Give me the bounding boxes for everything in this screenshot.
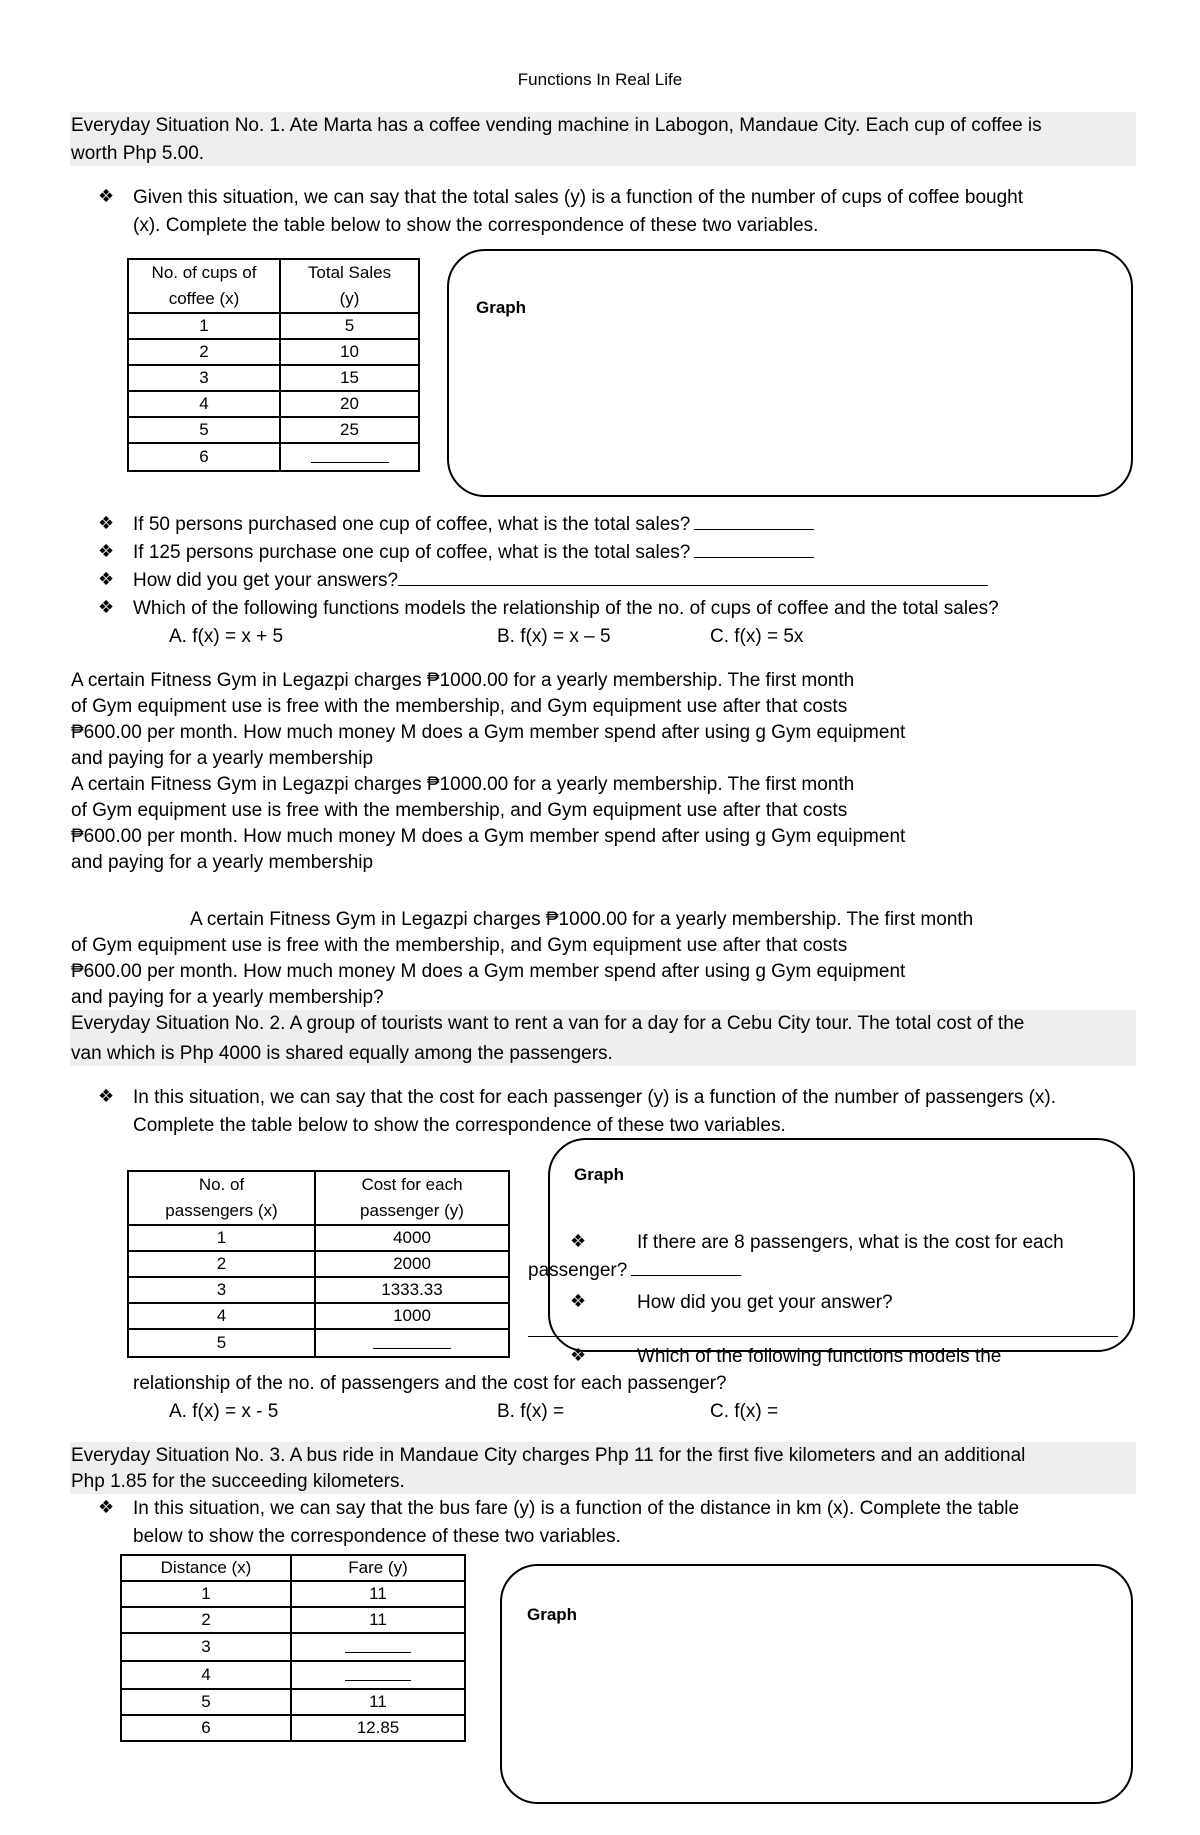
gym2-line3: ₱600.00 per month. How much money M does a Gym member spend after using g Gym equipment bbox=[71, 826, 906, 847]
gym2-line1: A certain Fitness Gym in Legazpi charges ₱1000.00 for a yearly membership. The first month bbox=[71, 774, 855, 795]
situation1-q3: How did you get your answers? bbox=[133, 570, 399, 591]
table-header-x: No. of bbox=[198, 1175, 245, 1194]
graph-label: Graph bbox=[527, 1605, 578, 1624]
table-header-y-line2: (y) bbox=[339, 289, 360, 308]
table-row bbox=[128, 1277, 509, 1303]
graph-box[interactable] bbox=[447, 249, 1133, 497]
situation2-q3-part1: Which of the following functions models the bbox=[637, 1346, 1002, 1367]
bullet-icon: ❖ bbox=[570, 1345, 587, 1365]
cell-y: 11 bbox=[291, 1607, 465, 1633]
situation1-heading-line1: Everyday Situation No. 1. Ate Marta has a coffee vending machine in Labogon, Mandaue City. Each cup of coffee is bbox=[71, 115, 1042, 136]
gym3-line4: and paying for a yearly membership? bbox=[71, 987, 384, 1008]
cell-y: 2000 bbox=[315, 1251, 509, 1277]
bullet-icon: ❖ bbox=[98, 1086, 115, 1106]
situation1-given-line1: Given this situation, we can say that the total sales (y) is a function of the number of cups of coffee bought bbox=[133, 187, 1023, 208]
cell-y: 12.85 bbox=[291, 1715, 465, 1741]
choice-b: B. f(x) = x – 5 bbox=[497, 626, 611, 647]
bullet-icon: ❖ bbox=[570, 1291, 587, 1311]
table-row bbox=[128, 365, 419, 391]
cell-x: 4 bbox=[128, 1303, 315, 1329]
cell-y: 10 bbox=[280, 339, 419, 365]
situation2-heading-line1: Everyday Situation No. 2. A group of tourists want to rent a van for a day for a Cebu City tour. The total cost of the bbox=[71, 1013, 1025, 1034]
answer-line[interactable] bbox=[528, 1336, 1118, 1337]
bullet-icon: ❖ bbox=[98, 541, 115, 561]
cell-y: 20 bbox=[280, 391, 419, 417]
cell-y: 1000 bbox=[315, 1303, 509, 1329]
answer-blank[interactable] bbox=[373, 1330, 451, 1349]
cell-x: 2 bbox=[128, 1251, 315, 1277]
table-header-x-line2: coffee (x) bbox=[168, 289, 240, 308]
gym2-line2: of Gym equipment use is free with the membership, and Gym equipment use after that costs bbox=[71, 800, 848, 821]
situation1-q1: If 50 persons purchased one cup of coffee, what is the total sales? bbox=[133, 514, 691, 535]
cell-x: 2 bbox=[121, 1607, 291, 1633]
cell-x: 1 bbox=[128, 313, 280, 339]
gym1-line3: ₱600.00 per month. How much money M does a Gym member spend after using g Gym equipment bbox=[71, 722, 906, 743]
table-row bbox=[121, 1715, 465, 1741]
cell-x: 3 bbox=[128, 365, 280, 391]
situation3-given-line2: below to show the correspondence of these two variables. bbox=[133, 1526, 621, 1547]
table-row bbox=[121, 1661, 465, 1689]
cell-x: 4 bbox=[121, 1661, 291, 1689]
bullet-icon: ❖ bbox=[98, 1497, 115, 1517]
table-row bbox=[128, 417, 419, 443]
choice-c: C. f(x) = bbox=[710, 1401, 779, 1422]
cell-x: 6 bbox=[128, 443, 280, 471]
situation3-table bbox=[120, 1554, 466, 1742]
situation2-given-line2: Complete the table below to show the correspondence of these two variables. bbox=[133, 1115, 786, 1136]
gym3-line2: of Gym equipment use is free with the membership, and Gym equipment use after that costs bbox=[71, 935, 848, 956]
situation2-heading-line2: van which is Php 4000 is shared equally among the passengers. bbox=[71, 1043, 613, 1064]
situation2-q1-part2: passenger? bbox=[528, 1260, 628, 1281]
table-row bbox=[128, 1225, 509, 1251]
cell-x: 2 bbox=[128, 339, 280, 365]
bullet-icon: ❖ bbox=[570, 1231, 587, 1251]
cell-x: 5 bbox=[128, 417, 280, 443]
table-row bbox=[121, 1689, 465, 1715]
situation2-q1-part1: If there are 8 passengers, what is the cost for each bbox=[637, 1232, 1064, 1253]
answer-blank-cell[interactable] bbox=[291, 1661, 465, 1689]
table-row bbox=[121, 1633, 465, 1661]
situation3-given-line1: In this situation, we can say that the bus fare (y) is a function of the distance in km (x). Complete the table bbox=[133, 1498, 1020, 1519]
table-header-x: Distance (x) bbox=[121, 1555, 291, 1581]
bullet-icon: ❖ bbox=[98, 186, 115, 206]
choice-a: A. f(x) = x - 5 bbox=[169, 1401, 279, 1422]
gym1-line2: of Gym equipment use is free with the membership, and Gym equipment use after that costs bbox=[71, 696, 848, 717]
cell-x: 1 bbox=[121, 1581, 291, 1607]
situation3-heading-line2: Php 1.85 for the succeeding kilometers. bbox=[71, 1471, 405, 1492]
answer-blank[interactable] bbox=[398, 567, 988, 586]
situation2-given-line1: In this situation, we can say that the cost for each passenger (y) is a function of the number of passengers (x). bbox=[133, 1087, 1057, 1108]
gym2-line4: and paying for a yearly membership bbox=[71, 852, 374, 873]
choice-a: A. f(x) = x + 5 bbox=[169, 626, 284, 647]
table-row bbox=[128, 391, 419, 417]
answer-blank[interactable] bbox=[694, 511, 814, 530]
situation2-table bbox=[127, 1170, 510, 1358]
table-row bbox=[128, 1329, 509, 1357]
choice-b: B. f(x) = bbox=[497, 1401, 565, 1422]
situation2-q2: How did you get your answer? bbox=[637, 1292, 893, 1313]
table-header-y-line2: passenger (y) bbox=[360, 1201, 464, 1220]
cell-y: 4000 bbox=[315, 1225, 509, 1251]
cell-y: 11 bbox=[291, 1581, 465, 1607]
answer-blank[interactable] bbox=[311, 444, 389, 463]
cell-x: 1 bbox=[128, 1225, 315, 1251]
answer-blank-cell[interactable] bbox=[291, 1633, 465, 1661]
gym3-line3: ₱600.00 per month. How much money M does a Gym member spend after using g Gym equipment bbox=[71, 961, 906, 982]
table-row bbox=[128, 339, 419, 365]
table-header-x: No. of cups of bbox=[151, 263, 257, 282]
gym1-line1: A certain Fitness Gym in Legazpi charges ₱1000.00 for a yearly membership. The first month bbox=[71, 670, 855, 691]
cell-x: 5 bbox=[121, 1689, 291, 1715]
cell-x: 3 bbox=[128, 1277, 315, 1303]
cell-y: 11 bbox=[291, 1689, 465, 1715]
table-header-y: Total Sales bbox=[307, 263, 392, 282]
gym3-line1: A certain Fitness Gym in Legazpi charges ₱1000.00 for a yearly membership. The first month bbox=[190, 909, 974, 930]
graph-label: Graph bbox=[476, 298, 527, 317]
situation1-q4: Which of the following functions models the relationship of the no. of cups of coffee and the total sales? bbox=[133, 598, 999, 619]
answer-blank[interactable] bbox=[631, 1257, 741, 1276]
cell-y: 15 bbox=[280, 365, 419, 391]
cell-x: 5 bbox=[128, 1329, 315, 1357]
answer-blank[interactable] bbox=[345, 1662, 411, 1681]
answer-blank[interactable] bbox=[694, 539, 814, 558]
graph-box[interactable] bbox=[500, 1564, 1133, 1804]
gym1-line4: and paying for a yearly membership bbox=[71, 748, 374, 769]
table-header-y: Cost for each bbox=[361, 1175, 463, 1194]
bullet-icon: ❖ bbox=[98, 569, 115, 589]
cell-x: 3 bbox=[121, 1633, 291, 1661]
answer-blank[interactable] bbox=[345, 1634, 411, 1653]
table-row bbox=[128, 1251, 509, 1277]
cell-x: 4 bbox=[128, 391, 280, 417]
situation3-heading-line1: Everyday Situation No. 3. A bus ride in Mandaue City charges Php 11 for the first five kilometers and an additional bbox=[71, 1445, 1026, 1466]
table-row bbox=[128, 313, 419, 339]
table-row bbox=[128, 443, 419, 471]
table-row bbox=[121, 1607, 465, 1633]
cell-x: 6 bbox=[121, 1715, 291, 1741]
page-title: Functions In Real Life bbox=[517, 70, 683, 89]
situation1-given-line2: (x). Complete the table below to show the correspondence of these two variables. bbox=[133, 215, 819, 236]
cell-y: 5 bbox=[280, 313, 419, 339]
answer-blank-cell[interactable] bbox=[280, 443, 419, 471]
table-header-y: Fare (y) bbox=[291, 1555, 465, 1581]
cell-y: 25 bbox=[280, 417, 419, 443]
situation1-table bbox=[127, 258, 420, 472]
bullet-icon: ❖ bbox=[98, 597, 115, 617]
table-row bbox=[128, 1303, 509, 1329]
answer-blank-cell[interactable] bbox=[315, 1329, 509, 1357]
bullet-icon: ❖ bbox=[98, 513, 115, 533]
situation2-q3-part2: relationship of the no. of passengers and the cost for each passenger? bbox=[133, 1373, 727, 1394]
situation1-heading-line2: worth Php 5.00. bbox=[71, 143, 205, 164]
cell-y: 1333.33 bbox=[315, 1277, 509, 1303]
table-row bbox=[121, 1581, 465, 1607]
situation1-q2: If 125 persons purchase one cup of coffee, what is the total sales? bbox=[133, 542, 691, 563]
graph-label: Graph bbox=[574, 1165, 625, 1184]
table-header-x-line2: passengers (x) bbox=[165, 1201, 278, 1220]
choice-c: C. f(x) = 5x bbox=[710, 626, 804, 647]
